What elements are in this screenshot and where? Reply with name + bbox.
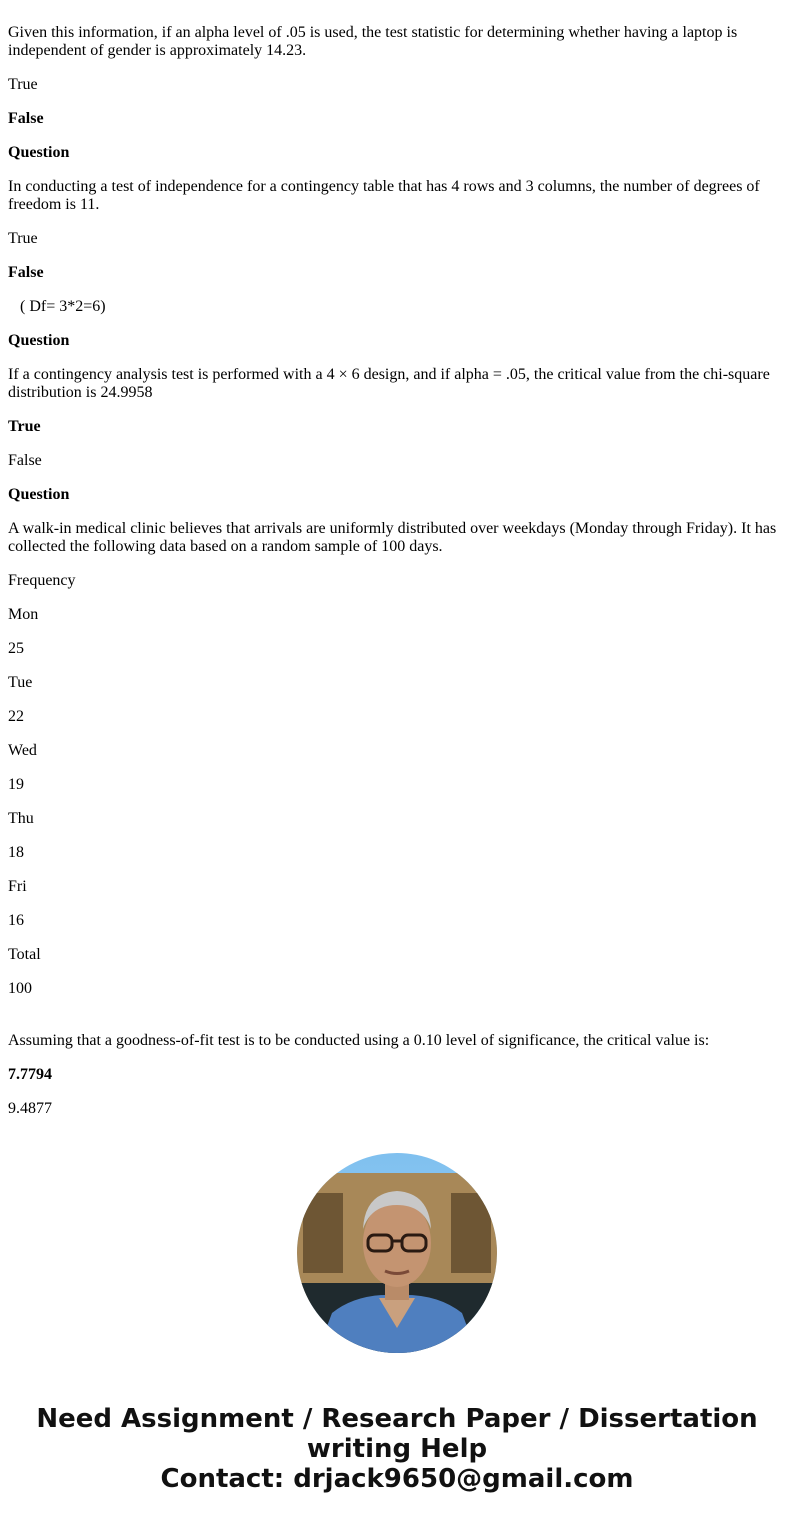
- question-4-option-a: 7.7794: [8, 1066, 52, 1083]
- document-body: [8, 24, 786, 1134]
- frequency-day: Wed: [8, 742, 37, 759]
- promo-line-1: Need Assignment / Research Paper / Dissertation: [36, 1404, 758, 1434]
- question-3-option-false: False: [8, 452, 42, 469]
- promo-line-2: writing Help: [306, 1434, 488, 1464]
- question-4-prompt: Assuming that a goodness-of-fit test is to be conducted using a 0.10 level of significance, the critical value is:: [8, 1032, 710, 1049]
- question-3-text: If a contingency analysis test is performed with a 4 × 6 design, and if alpha = .05, the critical value from the chi-square distribution is 24.9958: [8, 366, 770, 401]
- question-2-text: In conducting a test of independence for a contingency table that has 4 rows and 3 columns, the number of degrees of freedom is 11.: [8, 178, 760, 213]
- question-1-option-true: True: [8, 76, 38, 93]
- frequency-value: 22: [8, 708, 24, 725]
- frequency-day: Thu: [8, 810, 34, 827]
- frequency-value: 18: [8, 844, 24, 861]
- frequency-value: 25: [8, 640, 24, 657]
- question-2-option-false: False: [8, 264, 44, 281]
- frequency-day: Tue: [8, 674, 33, 691]
- frequency-header: Frequency: [8, 572, 76, 589]
- question-4-option-b: 9.4877: [8, 1100, 52, 1117]
- promo-contact: Contact: drjack9650@gmail.com: [160, 1464, 634, 1494]
- promo-banner: [0, 1404, 794, 1494]
- frequency-day: Fri: [8, 878, 27, 895]
- question-1-text: Given this information, if an alpha level of .05 is used, the test statistic for determining whether having a laptop is independent of gender is approximately 14.23.: [8, 24, 738, 59]
- frequency-day: Mon: [8, 606, 39, 623]
- frequency-value: 19: [8, 776, 24, 793]
- question-3-option-true: True: [8, 418, 41, 435]
- question-2-option-true: True: [8, 230, 38, 247]
- frequency-value: 16: [8, 912, 24, 929]
- frequency-total-label: Total: [8, 946, 41, 963]
- question-4-heading: Question: [8, 486, 70, 503]
- author-portrait: [297, 1153, 497, 1353]
- question-1-option-false: False: [8, 110, 44, 127]
- question-4-text: A walk-in medical clinic believes that arrivals are uniformly distributed over weekdays (Monday through Friday). It has collected the following data based on a random sample of 100 days.: [8, 520, 777, 555]
- author-avatar: [297, 1153, 497, 1353]
- question-3-heading: Question: [8, 332, 70, 349]
- question-2-heading: Question: [8, 144, 70, 161]
- frequency-total-value: 100: [8, 980, 32, 997]
- question-2-note: ( Df= 3*2=6): [20, 298, 106, 315]
